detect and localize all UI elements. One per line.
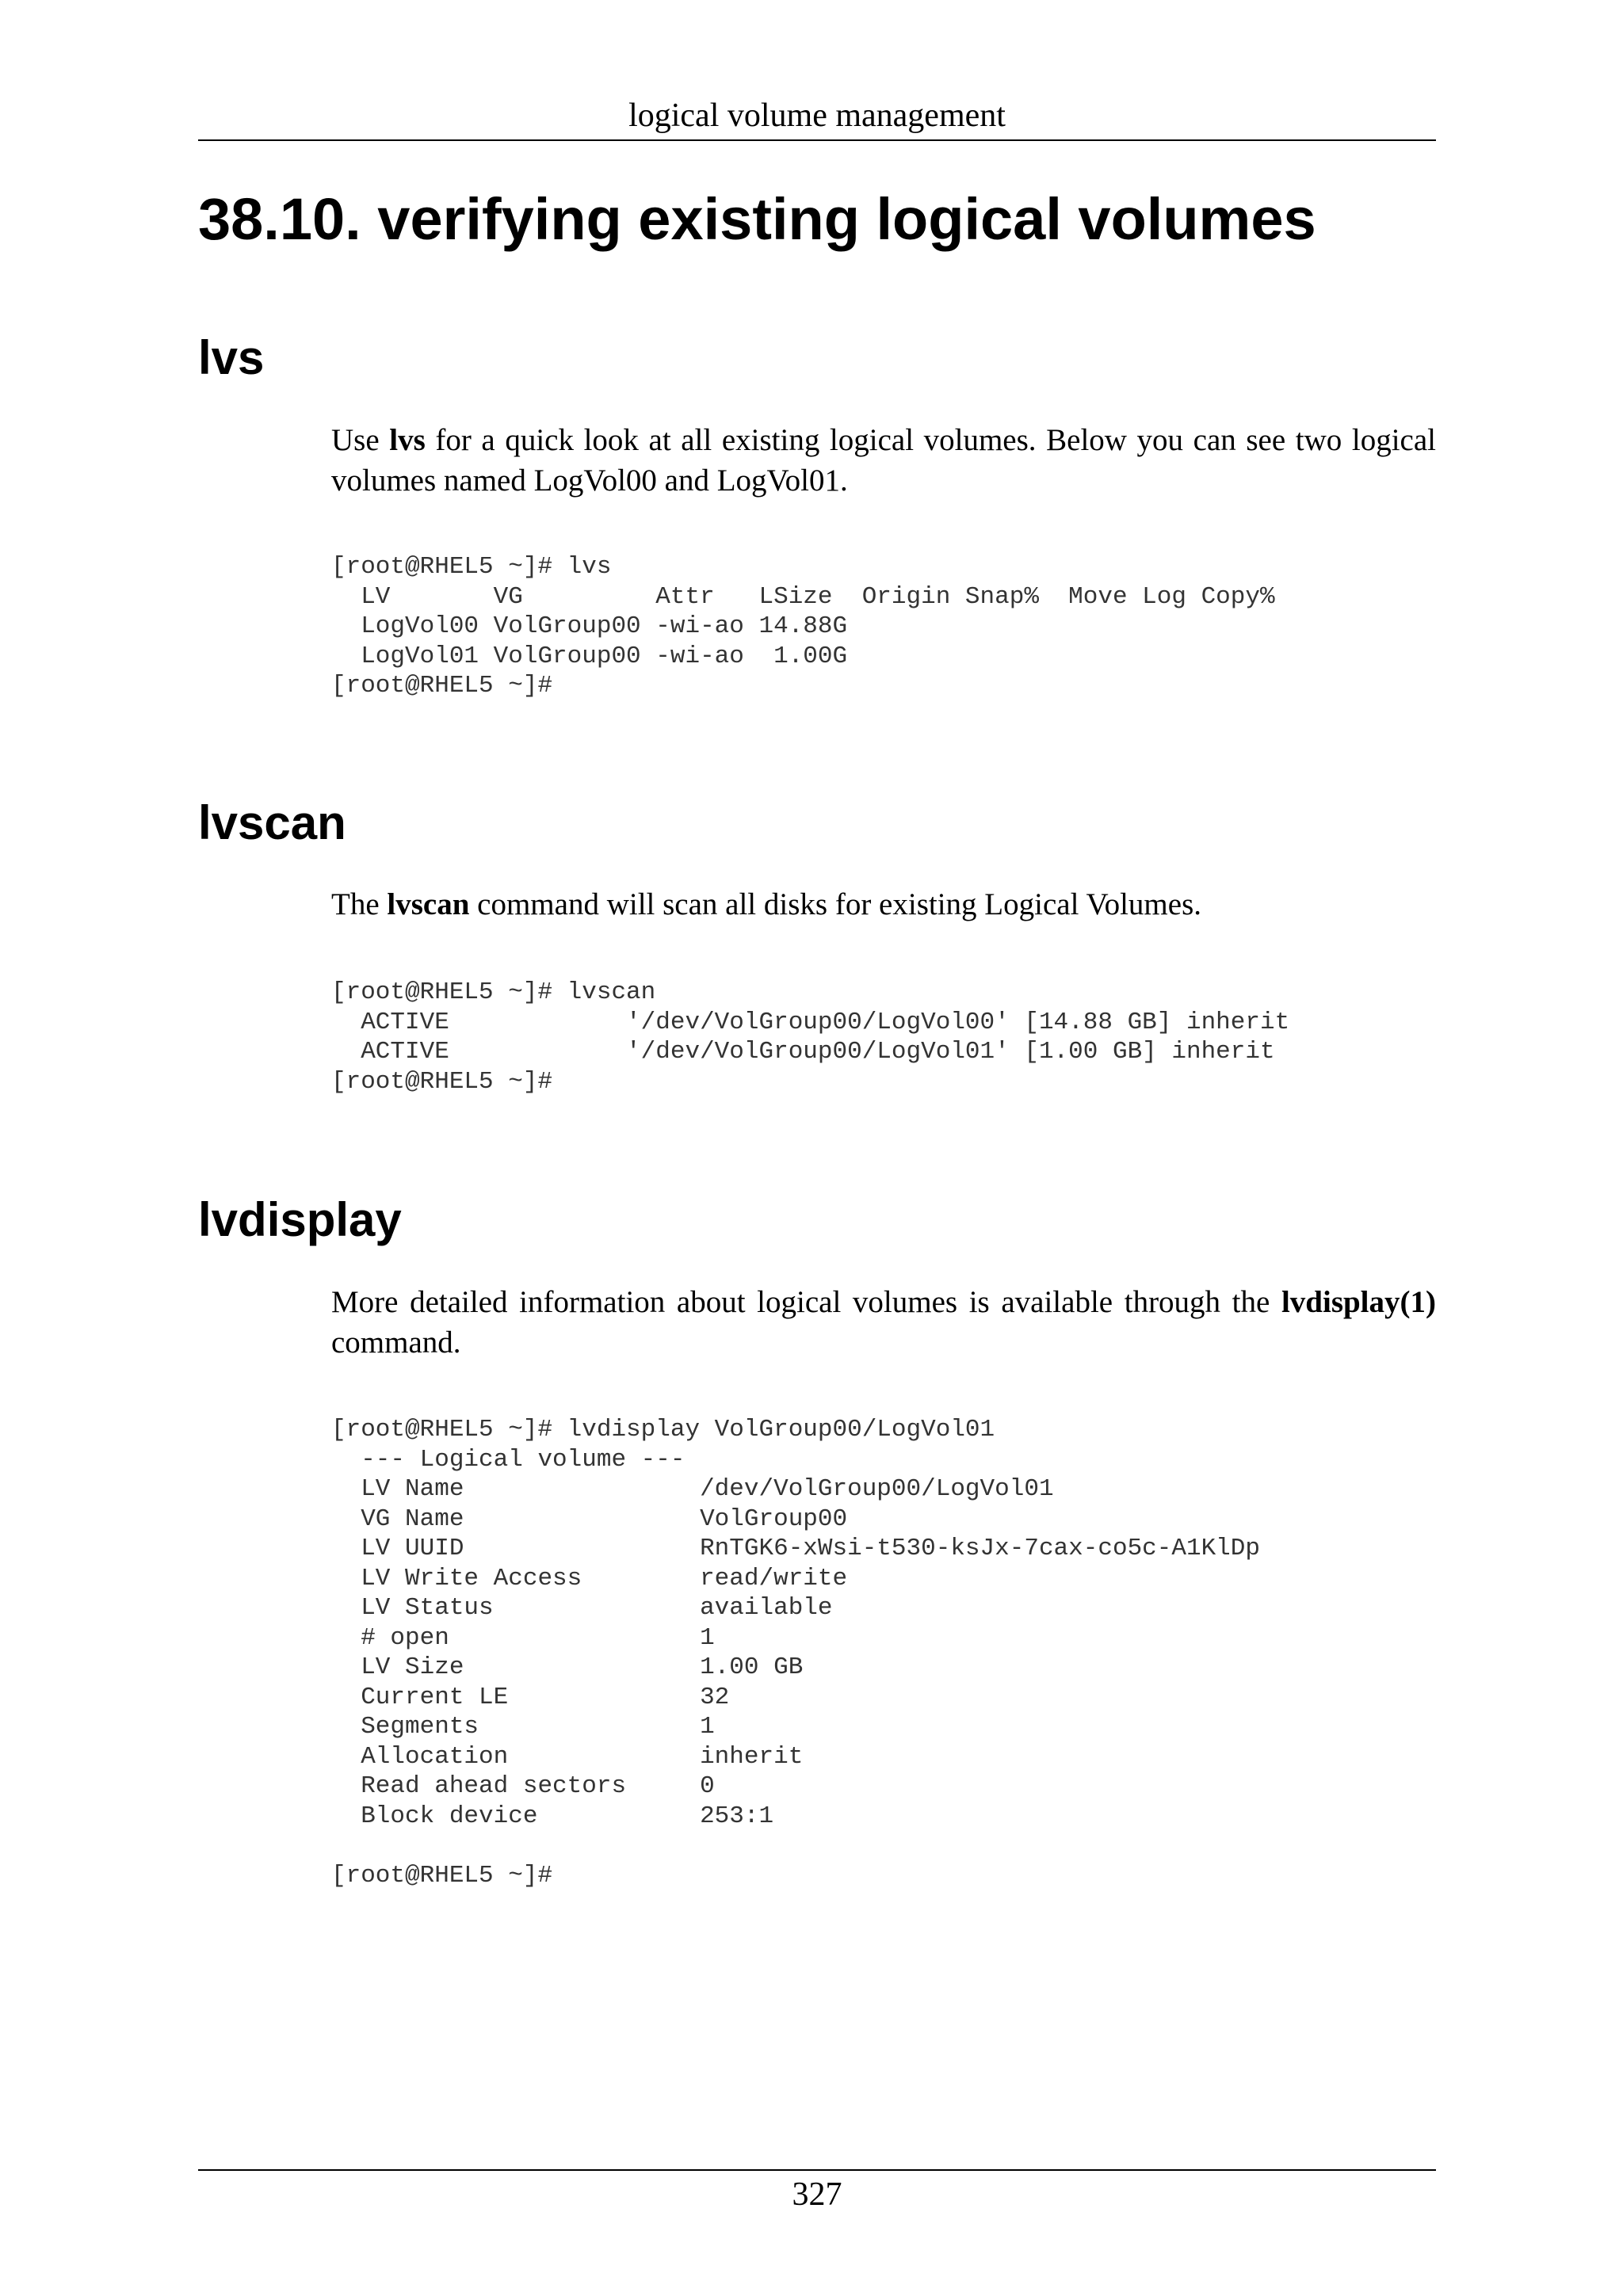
paragraph-lvdisplay: More detailed information about logical volumes is available through the lvdisplay(1) command. bbox=[331, 1285, 1436, 1360]
footer-rule bbox=[198, 2169, 1436, 2171]
terminal-output-lvdisplay: [root@RHEL5 ~]# lvdisplay VolGroup00/LogVol01 --- Logical volume --- LV Name /dev/VolGroup00/LogVol01 VG Name VolGroup00 LV UUID RnTGK6-xWsi-t530-ksJx-7cax-co5c-A1KlDp LV Write Access read/write LV Status available # open 1 LV Size 1.00 GB Current LE 32 Segments 1 Allocation inherit Read ahead sectors 0 Block device 253:1 [root@RHEL5 ~]# bbox=[331, 1416, 1260, 1890]
header-rule bbox=[198, 139, 1436, 141]
page-number: 327 bbox=[792, 2176, 842, 2213]
chapter-title: 38.10. verifying existing logical volumes bbox=[198, 186, 1316, 252]
command-name: lvscan bbox=[387, 887, 470, 921]
section-title-lvdisplay: lvdisplay bbox=[198, 1193, 402, 1246]
section-title-lvs: lvs bbox=[198, 331, 265, 384]
running-header: logical volume management bbox=[628, 97, 1006, 134]
terminal-output-lvscan: [root@RHEL5 ~]# lvscan ACTIVE '/dev/VolGroup00/LogVol00' [14.88 GB] inherit ACTIVE '/dev/VolGroup00/LogVol01' [1.00 GB] inherit [root@RHEL5 ~]# bbox=[331, 978, 1290, 1096]
command-name: lvs bbox=[389, 423, 426, 457]
command-name: lvdisplay(1) bbox=[1281, 1285, 1436, 1319]
paragraph-lvs: Use lvs for a quick look at all existing logical volumes. Below you can see two logical volumes named LogVol00 and LogVol01. bbox=[331, 423, 1436, 498]
section-title-lvscan: lvscan bbox=[198, 796, 346, 849]
terminal-output-lvs: [root@RHEL5 ~]# lvs LV VG Attr LSize Origin Snap% Move Log Copy% LogVol00 VolGroup00 -wi-ao 14.88G LogVol01 VolGroup00 -wi-ao 1.00G [root@RHEL5 ~]# bbox=[331, 553, 1275, 700]
paragraph-lvscan: The lvscan command will scan all disks for existing Logical Volumes. bbox=[331, 887, 1202, 921]
